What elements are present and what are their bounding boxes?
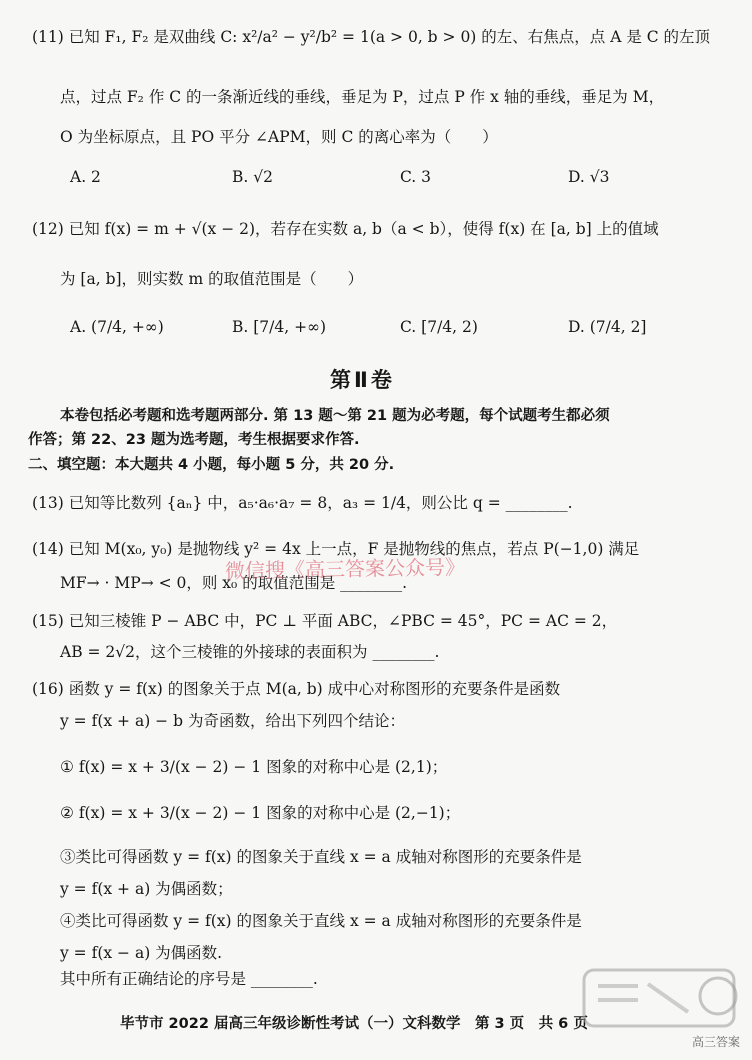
section-title: 第Ⅱ卷: [330, 368, 395, 392]
q12-option-c: C. [7/4, 2): [400, 318, 478, 336]
q12-option-b: B. [7/4, +∞): [232, 318, 327, 336]
q16-item1: ① f(x) = x + 3/(x − 2) − 1 图象的对称中心是 (2,1)；: [60, 758, 448, 776]
watermark-text: 微信搜《高三答案公众号》: [224, 554, 466, 584]
section-intro-line2: 作答；第 22、23 题为选考题，考生根据要求作答.: [28, 432, 360, 448]
q11-option-b: B. √2: [232, 168, 273, 186]
q16-tail: 其中所有正确结论的序号是 ________.: [60, 970, 318, 988]
q16-item3b: y = f(x + a) 为偶函数；: [60, 880, 233, 898]
q14-line2: MF→ · MP→ < 0，则 x₀ 的取值范围是 ________.: [60, 574, 408, 592]
q16-item3a: ③类比可得函数 y = f(x) 的图象关于直线 x = a 成轴对称图形的充要条件是: [60, 848, 582, 866]
page-footer: 毕节市 2022 届高三年级诊断性考试（一）文科数学 第 3 页 共 6 页: [120, 1016, 588, 1032]
q12-line1: (12) 已知 f(x) = m + √(x − 2)，若存在实数 a, b（a < b），使得 f(x) 在 [a, b] 上的值域: [32, 220, 659, 238]
q11-option-c: C. 3: [400, 168, 432, 186]
q16-item4a: ④类比可得函数 y = f(x) 的图象关于直线 x = a 成轴对称图形的充要条件是: [60, 912, 582, 930]
q15-line1: (15) 已知三棱锥 P − ABC 中，PC ⊥ 平面 ABC，∠PBC = 45°，PC = AC = 2，: [32, 612, 618, 630]
logo-text: 高三答案: [691, 1035, 740, 1049]
q16-item2: ② f(x) = x + 3/(x − 2) − 1 图象的对称中心是 (2,−1)；: [60, 804, 461, 822]
q11-line2: 点，过点 F₂ 作 C 的一条渐近线的垂线，垂足为 P，过点 P 作 x 轴的垂线，垂足为 M，: [60, 88, 665, 106]
q12-line2: 为 [a, b]，则实数 m 的取值范围是（ ）: [60, 270, 364, 288]
section-intro-line1: 本卷包括必考题和选考题两部分. 第 13 题～第 21 题为必考题，每个试题考生都必须: [60, 408, 610, 424]
q11-line3: O 为坐标原点，且 PO 平分 ∠APM，则 C 的离心率为（ ）: [60, 128, 498, 146]
q16-line2: y = f(x + a) − b 为奇函数，给出下列四个结论：: [60, 712, 405, 730]
q12-option-d: D. (7/4, 2]: [568, 318, 647, 336]
q16-item4b: y = f(x − a) 为偶函数.: [60, 944, 223, 962]
section-intro-line3: 二、填空题：本大题共 4 小题，每小题 5 分，共 20 分.: [28, 457, 395, 473]
q14-line1: (14) 已知 M(x₀, y₀) 是抛物线 y² = 4x 上一点，F 是抛物线的焦点，若点 P(−1,0) 满足: [32, 540, 640, 558]
q11-line1: (11) 已知 F₁, F₂ 是双曲线 C: x²/a² − y²/b² = 1(a > 0, b > 0) 的左、右焦点，点 A 是 C 的左顶: [32, 28, 711, 46]
q12-option-a: A. (7/4, +∞): [70, 318, 164, 336]
q11-option-d: D. √3: [568, 168, 610, 186]
q15-line2: AB = 2√2，这个三棱锥的外接球的表面积为 ________.: [60, 643, 440, 661]
q11-option-a: A. 2: [70, 168, 101, 186]
q13-line1: (13) 已知等比数列 {aₙ} 中，a₅·a₆·a₇ = 8，a₃ = 1/4，则公比 q = ________.: [32, 494, 573, 512]
q16-line1: (16) 函数 y = f(x) 的图象关于点 M(a, b) 成中心对称图形的充要条件是函数: [32, 680, 561, 698]
answer-logo: [578, 966, 748, 1056]
